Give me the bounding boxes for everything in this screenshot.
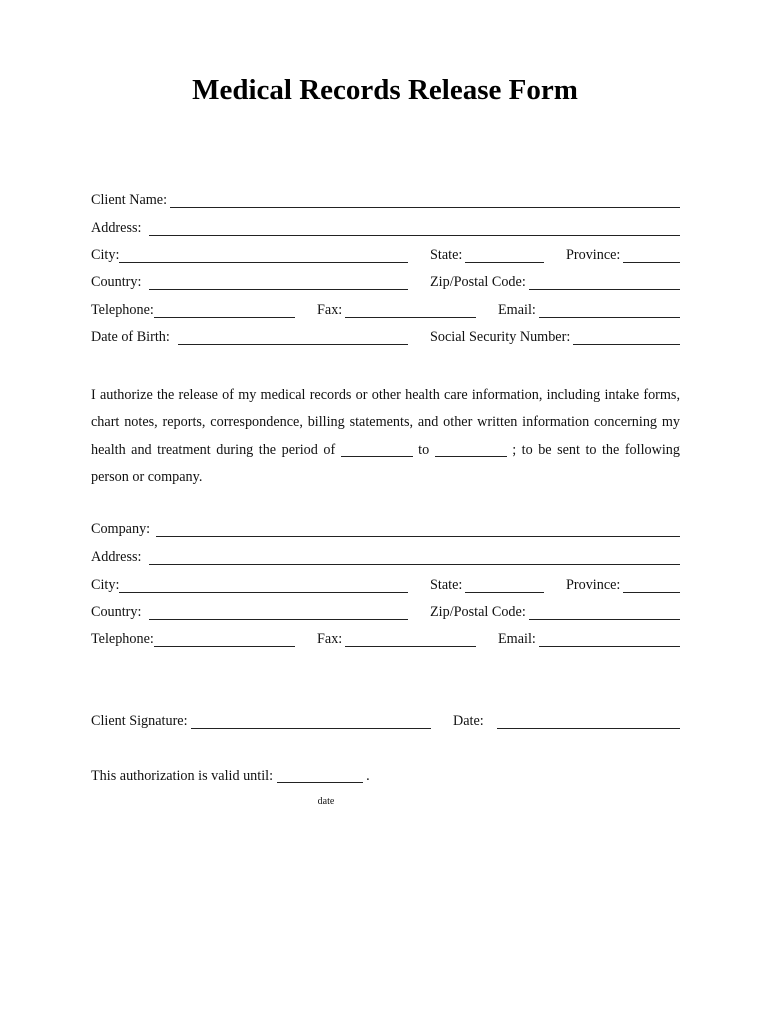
client-country-row	[91, 272, 680, 292]
recipient-telephone-row	[91, 629, 680, 649]
client-address-input[interactable]	[149, 220, 680, 236]
recipient-email-input[interactable]	[539, 631, 680, 647]
client-fax-input[interactable]	[345, 302, 476, 318]
client-address-row	[91, 218, 680, 238]
client-fax-label: Fax:	[317, 302, 343, 318]
client-name-field	[91, 190, 680, 210]
period-end-input[interactable]	[435, 441, 507, 457]
recipient-fax-field	[317, 629, 476, 649]
client-telephone-row	[91, 300, 680, 320]
recipient-telephone-input[interactable]	[154, 631, 295, 647]
client-address-label: Address:	[91, 220, 142, 236]
client-zip-input[interactable]	[529, 274, 680, 290]
recipient-state-field	[430, 575, 544, 595]
recipient-company-label: Company:	[91, 521, 151, 537]
recipient-city-field	[91, 575, 408, 595]
recipient-state-input[interactable]	[465, 577, 544, 593]
client-city-row	[91, 245, 680, 265]
client-dob-field	[91, 327, 408, 347]
client-province-input[interactable]	[623, 247, 680, 263]
client-ssn-label: Social Security Number:	[430, 329, 571, 345]
client-state-input[interactable]	[465, 247, 544, 263]
client-signature-field	[91, 711, 431, 731]
client-province-field	[566, 245, 680, 265]
signature-date-input[interactable]	[497, 713, 680, 729]
client-telephone-input[interactable]	[154, 302, 295, 318]
client-telephone-field	[91, 300, 295, 320]
client-signature-input[interactable]	[191, 713, 431, 729]
recipient-telephone-field	[91, 629, 295, 649]
authorization-to-word: to	[412, 441, 435, 458]
recipient-province-input[interactable]	[623, 577, 680, 593]
signature-date-field	[453, 711, 680, 731]
client-dob-input[interactable]	[178, 329, 408, 345]
client-name-label: Client Name:	[91, 192, 168, 208]
form-title: Medical Records Release Form	[192, 74, 578, 106]
client-ssn-input[interactable]	[573, 329, 680, 345]
client-zip-field	[430, 272, 680, 292]
recipient-province-field	[566, 575, 680, 595]
client-email-label: Email:	[498, 302, 536, 318]
validity-date-caption: date	[317, 796, 335, 807]
client-province-label: Province:	[566, 247, 621, 263]
client-fax-field	[317, 300, 476, 320]
client-zip-label: Zip/Postal Code:	[430, 274, 526, 290]
client-dob-label: Date of Birth:	[91, 329, 170, 345]
client-signature-label: Client Signature:	[91, 713, 188, 729]
recipient-company-field	[91, 519, 680, 539]
signature-date-label: Date:	[453, 713, 484, 729]
recipient-email-field	[498, 629, 680, 649]
recipient-country-row	[91, 602, 680, 622]
client-name-row	[91, 190, 680, 210]
client-state-label: State:	[430, 247, 463, 263]
recipient-city-row	[91, 575, 680, 595]
recipient-address-label: Address:	[91, 549, 142, 565]
validity-date-input[interactable]	[277, 767, 363, 783]
client-telephone-label: Telephone:	[91, 302, 154, 318]
recipient-city-label: City:	[91, 577, 120, 593]
recipient-city-input[interactable]	[119, 577, 408, 593]
period-start-input[interactable]	[341, 441, 413, 457]
recipient-telephone-label: Telephone:	[91, 631, 154, 647]
client-city-input[interactable]	[119, 247, 408, 263]
client-address-field	[91, 218, 680, 238]
recipient-state-label: State:	[430, 577, 463, 593]
recipient-address-row	[91, 547, 680, 567]
validity-end-mark: .	[362, 768, 370, 784]
recipient-email-label: Email:	[498, 631, 536, 647]
client-state-field	[430, 245, 544, 265]
authorization-paragraph	[91, 382, 680, 491]
client-dob-row	[91, 327, 680, 347]
recipient-address-field	[91, 547, 680, 567]
client-email-field	[498, 300, 680, 320]
recipient-country-label: Country:	[91, 604, 142, 620]
client-country-field	[91, 272, 408, 292]
client-country-label: Country:	[91, 274, 142, 290]
client-country-input[interactable]	[149, 274, 408, 290]
client-city-field	[91, 245, 408, 265]
client-ssn-field	[430, 327, 680, 347]
recipient-fax-label: Fax:	[317, 631, 343, 647]
recipient-address-input[interactable]	[149, 549, 680, 565]
recipient-company-row	[91, 519, 680, 539]
recipient-zip-input[interactable]	[529, 604, 680, 620]
recipient-company-input[interactable]	[156, 521, 680, 537]
validity-label: This authorization is valid until:	[91, 768, 274, 784]
client-email-input[interactable]	[539, 302, 680, 318]
recipient-province-label: Province:	[566, 577, 621, 593]
recipient-country-field	[91, 602, 408, 622]
client-city-label: City:	[91, 247, 120, 263]
recipient-zip-label: Zip/Postal Code:	[430, 604, 526, 620]
authorization-text-part2: ; to be sent to the following person or company.	[91, 441, 680, 485]
signature-row	[91, 711, 680, 731]
client-name-input[interactable]	[170, 192, 680, 208]
validity-line	[91, 766, 370, 786]
recipient-zip-field	[430, 602, 680, 622]
recipient-country-input[interactable]	[149, 604, 408, 620]
recipient-fax-input[interactable]	[345, 631, 476, 647]
authorization-text-part1: I authorize the release of my medical records or other health care information, including intake forms, chart notes, reports, correspondence, billing statements, and other written information concerning my health and treatment during the period of	[91, 387, 680, 458]
